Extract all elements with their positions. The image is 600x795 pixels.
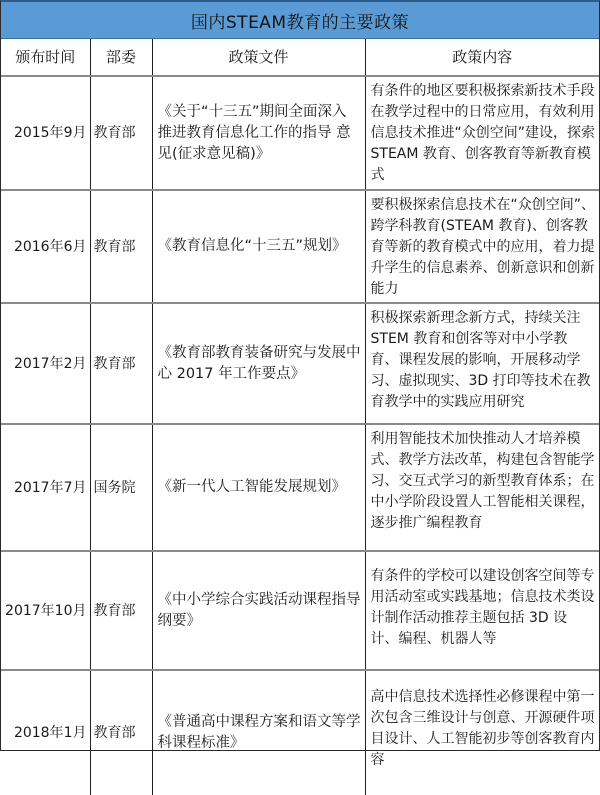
cell-date: 2017年7月 — [1, 424, 90, 551]
cell-dept: 教育部 — [90, 551, 152, 670]
table-title: 国内STEAM教育的主要政策 — [1, 2, 599, 39]
cell-content: 积极探索新理念新方式，持续关注 STEM 教育和创客等对中小学教育、课程发展的影响，开展移动学习、虚拟现实、3D 打印等技术在教育教学中的实践应用研究 — [365, 303, 599, 424]
cell-document: 《普通高中课程方案和语文等学科课程标准》 — [152, 670, 365, 795]
cell-document: 《教育信息化“十三五”规划》 — [152, 190, 365, 303]
column-header-date: 颁布时间 — [1, 39, 90, 76]
cell-date: 2017年10月 — [1, 551, 90, 670]
cell-content: 有条件的地区要积极探索新技术手段在教学过程中的日常应用，有效利用信息技术推进“众创空间”建设，探索 STEAM 教育、创客教育等新教育模式 — [365, 76, 599, 190]
cell-content: 有条件的学校可以建设创客空间等专用活动室或实践基地；信息技术类设计制作活动推荐主题包括 3D 设计、编程、机器人等 — [365, 551, 599, 670]
table-row — [1, 670, 599, 795]
cell-document: 《教育部教育装备研究与发展中心 2017 年工作要点》 — [152, 303, 365, 424]
column-header-dept: 部委 — [90, 39, 152, 76]
cell-dept: 教育部 — [90, 670, 152, 795]
cell-content: 高中信息技术选择性必修课程中第一次包含三维设计与创意、开源硬件项目设计、人工智能初步等创客教育内容 — [370, 689, 595, 768]
table-row — [1, 303, 599, 424]
policy-table — [1, 39, 599, 795]
cell-date: 2016年6月 — [1, 190, 90, 303]
cell-document: 《新一代人工智能发展规划》 — [152, 424, 365, 551]
cell-document: 《中小学综合实践活动课程指导纲要》 — [152, 551, 365, 670]
cell-content: 要积极探索信息技术在“众创空间”、跨学科教育(STEAM 教育)、创客教育等新的教育模式中的应用，着力提升学生的信息素养、创新意识和创新能力 — [365, 190, 599, 303]
cell-dept: 教育部 — [90, 76, 152, 190]
table-row — [1, 424, 599, 551]
header-row — [1, 39, 599, 76]
cell-dept: 教育部 — [90, 303, 152, 424]
table-row — [1, 190, 599, 303]
cell-document: 《关于“十三五”期间全面深入 推进教育信息化工作的指导 意见(征求意见稿)》 — [152, 76, 365, 190]
table-row — [1, 551, 599, 670]
cell-date: 2015年9月 — [1, 76, 90, 190]
column-header-document: 政策文件 — [152, 39, 365, 76]
cell-date: 2018年1月 — [1, 670, 90, 795]
table-row — [1, 76, 599, 190]
cell-content: 利用智能技术加快推动人才培养模式、教学方法改革，构建包含智能学习、交互式学习的新型教育体系；在中小学阶段设置人工智能相关课程，逐步推广编程教育 — [365, 424, 599, 551]
column-header-content: 政策内容 — [365, 39, 599, 76]
cell-dept: 教育部 — [90, 190, 152, 303]
cell-dept: 国务院 — [90, 424, 152, 551]
cell-date: 2017年2月 — [1, 303, 90, 424]
